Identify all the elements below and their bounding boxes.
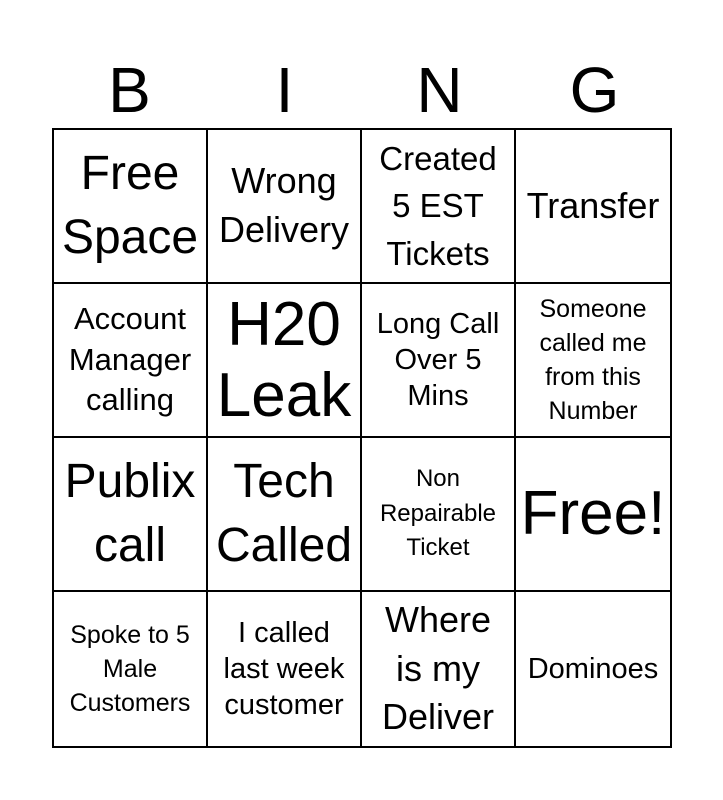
cell-text: Someone called me from this Number	[539, 295, 647, 425]
bingo-cell[interactable]	[362, 592, 516, 746]
cell-text: Tech Called	[215, 455, 353, 572]
cell-text: Free!	[520, 479, 666, 549]
header-letter-i: I	[275, 54, 294, 126]
header-letter-n: N	[416, 54, 463, 126]
bingo-cell[interactable]	[208, 438, 362, 592]
bingo-cell[interactable]	[54, 284, 208, 438]
bingo-cell[interactable]	[362, 284, 516, 438]
bingo-cell[interactable]	[54, 592, 208, 746]
bingo-cell[interactable]	[362, 130, 516, 284]
bingo-cell[interactable]	[208, 284, 362, 438]
bingo-cell[interactable]	[516, 438, 670, 592]
bingo-cell[interactable]	[208, 592, 362, 746]
cell-text: Dominoes	[527, 652, 659, 685]
bingo-cell[interactable]	[516, 592, 670, 746]
cell-text: Wrong Delivery	[218, 160, 350, 250]
bingo-cell[interactable]	[54, 130, 208, 284]
bingo-cell[interactable]	[362, 438, 516, 592]
cell-text: I called last week customer	[223, 616, 345, 722]
header-letter-b: B	[108, 54, 151, 126]
cell-text: Spoke to 5 Male Customers	[69, 621, 191, 717]
cell-text: Publix call	[64, 455, 196, 572]
header-letter-g: G	[569, 54, 620, 126]
cell-text: Transfer	[526, 184, 660, 226]
bingo-cell[interactable]	[54, 438, 208, 592]
cell-text: Account Manager calling	[68, 301, 192, 418]
cell-text: Long Call Over 5 Mins	[376, 307, 500, 413]
bingo-header	[52, 52, 672, 128]
cell-text: Free Space	[61, 147, 199, 264]
bingo-cell[interactable]	[516, 130, 670, 284]
bingo-cell[interactable]	[516, 284, 670, 438]
cell-text: Where is my Deliver	[381, 599, 495, 738]
bingo-cell[interactable]	[208, 130, 362, 284]
bingo-grid	[52, 128, 672, 748]
cell-text: H20 Leak	[216, 289, 352, 430]
cell-text: Non Repairable Ticket	[379, 464, 497, 562]
cell-text: Created 5 EST Tickets	[379, 139, 497, 272]
